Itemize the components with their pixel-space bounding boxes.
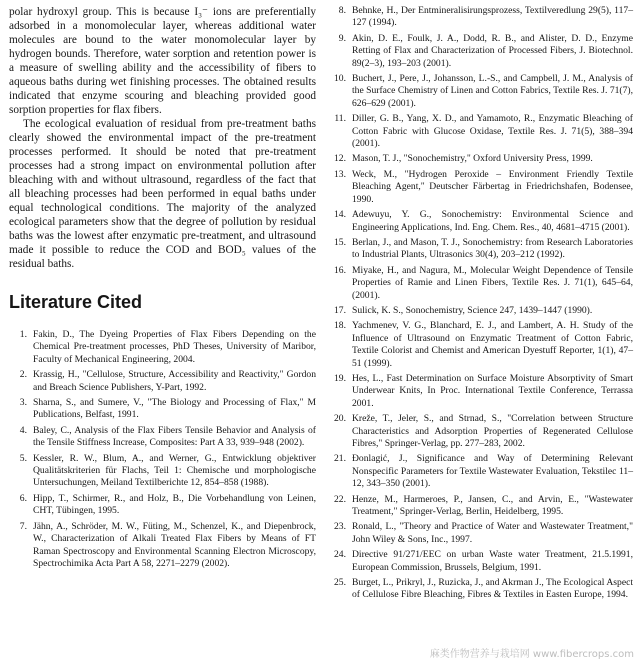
reference-number: 22. — [334, 493, 346, 505]
reference-number: 20. — [334, 413, 346, 425]
reference-item — [9, 521, 316, 571]
reference-number: 8. — [338, 5, 346, 16]
reference-text: Miyake, H., and Nagura, M., Molecular Weight Dependence of Tensile Properties of Ramie and Linen Fibers, Textile Res. J. 71(1), 645–64, (2001). — [352, 264, 633, 301]
reference-text: Burget, L., Prikryl, J., Ruzicka, J., and Akrman J., The Ecological Aspect of Cellulose Fibre Bleaching, Fibres & Textiles in Easten Europe, 1994. — [352, 577, 633, 601]
reference-text: Mason, T. J., "Sonochemistry," Oxford University Press, 1999. — [352, 153, 593, 165]
reference-text: Đonlagić, J., Significance and Way of Determining Relevant Nonspecific Parameters for Textile Wastewater Evaluation, Tekstilec 11–12, 343–350 (2001). — [352, 453, 633, 490]
reference-item — [330, 73, 633, 110]
reference-number: 24. — [334, 549, 346, 561]
reference-number: 12. — [334, 153, 346, 165]
reference-text: Krassig, H., "Cellulose, Structure, Accessibility and Reactivity," Gordon and Breach Science Publishers, Y-Part, 1992. — [33, 369, 316, 393]
reference-text: Jähn, A., Schröder, M. W., Füting, M., Schenzel, K., and Diepenbrock, W., Characterization of Alkali Treated Flax Fibers by Means of FT Raman Spectroscopy and Environmental Scanning Electron Microscopy, Spectrochimika Acta Part A 58, 2271–2279 (2002). — [33, 520, 316, 569]
reference-text: Fakin, D., The Dyeing Properties of Flax Fibers Depending on the Chemical Pre-treatment processes, PhD Theses, University of Maribor, Faculty of Mechanical Engineering, 2004. — [33, 329, 316, 365]
reference-text: Berlan, J., and Mason, T. J., Sonochemistry: from Research Laboratories to Industrial Plants, Ultrasonics 30(4), 203–212 (1992). — [352, 236, 633, 261]
reference-item — [330, 153, 633, 165]
reference-number: 19. — [334, 372, 346, 384]
reference-number: 17. — [334, 304, 346, 316]
reference-item — [330, 549, 633, 574]
body-paragraph-2: The ecological evaluation of residual from pre-treatment baths clearly showed the environmental impact of the pre-treatment processes performed. It should be noted that pre-treatment processes had a strong impact on environmental pollution after bleaching with and without ultrasound, regardless of the fact that all bleaching processes had been performed in equal baths under equal technological conditions. The majority of the analyzed ecological parameters show that the degree of pollution by residual baths was the lowest after enzymatic pre-treatment, and ultrasound made it possible to reduce the COD and BOD₅ values of the residual baths. — [9, 118, 316, 270]
reference-text: Behnke, H., Der Entmineralisirungsprozess, Textilveredlung 29(5), 117–127 (1994). — [352, 5, 633, 29]
reference-number: 21. — [334, 453, 346, 465]
reference-item — [330, 265, 633, 302]
reference-text: Kessler, R. W., Blum, A., and Werner, G., Entwicklung objektiver Qualitätskriterien für Flachs, Teil 1: Chemische und morphologische Untersuchungen, Meiland Textilberichte 12, 854–858 (1988). — [33, 452, 316, 489]
reference-text: Baley, C., Analysis of the Flax Fibers Tensile Behavior and Analysis of the Tensile Stiffness Increase, Composites: Part A 33, 939–948 (2002). — [33, 424, 316, 449]
reference-item — [330, 521, 633, 546]
reference-text: Hes, L., Fast Determination on Surface Moisture Absorptivity of Smart Underwear Knits, In Proc. International Textile Conference, Terrassa 2001. — [352, 372, 633, 409]
reference-number: 7. — [19, 520, 27, 532]
reference-text: Yachmenev, V. G., Blanchard, E. J., and Lambert, A. H. Study of the Influence of Ultrasound on Enzymatic Treatment of Cotton Fabric, Textile Colorist and Chemist and American Dyestuff Reporter, 1(1), 47–51 (1999). — [352, 320, 633, 369]
reference-number: 11. — [334, 113, 346, 125]
reference-item — [330, 209, 633, 234]
reference-item — [330, 305, 633, 317]
reference-number: 5. — [19, 452, 27, 464]
reference-item — [9, 453, 316, 490]
reference-item — [330, 33, 633, 70]
reference-text: Diller, G. B., Yang, X. D., and Yamamoto, R., Enzymatic Bleaching of Cotton Fabric with Glucose Oxidase, Textile Res. J. 71(5), 388–394 (2001). — [352, 113, 633, 150]
reference-number: 1. — [19, 329, 27, 340]
reference-number: 15. — [334, 236, 346, 248]
reference-text: Weck, M., "Hydrogen Peroxide – Environment Friendly Textile Bleaching Agent," Deutscher Färbertag in Friedrichshafen, Bodensee, 1990. — [352, 168, 633, 205]
reference-number: 14. — [334, 209, 346, 221]
reference-item — [330, 413, 633, 450]
reference-number: 2. — [19, 369, 27, 381]
reference-number: 18. — [334, 320, 346, 332]
body-paragraph-1: polar hydroxyl group. This is because I₃⁻ ions are preferentially adsorbed in a monomolecular layer, whereas additional water molecules are bound to the water monomolecular layer by hydrogen bounds. Therefore, water sorption and retention power is a measure of swelling ability and the accessibility of fibers to aqueous baths during wet finishing processes. The obtained results indicated that enzyme scouring and bleaching provided good sorption properties for flax fibers. — [9, 6, 316, 116]
reference-text: Ronald, L., "Theory and Practice of Water and Wastewater Treatment," John Wiley & Sons, Inc., 1997. — [352, 521, 633, 545]
reference-text: Akin, D. E., Foulk, J. A., Dodd, R. B., and Alister, D. D., Enzyme Retting of Flax and Characterization of Processed Fibers, J. Biotechnol. 89(2–3), 193–203 (2001). — [352, 32, 633, 69]
section-heading: Literature Cited — [9, 292, 143, 312]
reference-number: 25. — [334, 577, 346, 589]
reference-text: Buchert, J., Pere, J., Johansson, L.-S., and Campbell, J. M., Analysis of the Surface Chemistry of Linen and Cotton Fabrics, Textile Res. J. 71(7), 626–629 (2001). — [352, 73, 633, 109]
reference-number: 23. — [334, 521, 346, 533]
reference-item — [330, 237, 633, 262]
reference-item — [9, 329, 316, 366]
reference-item — [9, 397, 316, 422]
reference-number: 3. — [19, 397, 27, 409]
reference-item — [330, 453, 633, 490]
reference-text: Directive 91/271/EEC on urban Waste water Treatment, 21.5.1991, European Commission, Brussels, Belgium, 1991. — [352, 549, 633, 573]
reference-item — [330, 320, 633, 370]
reference-text: Henze, M., Harmeroes, P., Jansen, C., and Arvin, E., "Wastewater Treatment," Springer-Verlag, Berlin, Heidelberg, 1995. — [352, 493, 633, 518]
reference-list — [9, 329, 316, 570]
reference-number: 9. — [338, 32, 346, 44]
watermark-text: 麻类作物营养与栽培网 www.fibercrops.com — [429, 649, 634, 660]
reference-text: Kreže, T., Jeler, S., and Strnad, S., "Correlation between Structure Characteristics and Adsorption Properties of Regenerated Cellulose Fibres," Springer-Verlag, pp. 277–283, 2002. — [352, 413, 633, 449]
reference-item — [9, 369, 316, 394]
reference-text: Adewuyu, Y. G., Sonochemistry: Environmental Science and Engineering Applications, Ind. Eng. Chem. Res., 40, 4681–4715 (2001). — [352, 209, 633, 233]
reference-item — [330, 5, 633, 30]
reference-number: 13. — [334, 168, 346, 180]
reference-item — [9, 493, 316, 518]
reference-number: 6. — [19, 492, 27, 504]
reference-item — [330, 577, 633, 602]
reference-list-continued — [330, 5, 633, 602]
reference-item — [330, 113, 633, 150]
left-column — [9, 5, 316, 573]
reference-item — [9, 425, 316, 450]
reference-item — [330, 169, 633, 206]
reference-text: Sharna, S., and Sumere, V., "The Biology and Processing of Flax," M Publications, Belfast, 1991. — [33, 397, 316, 421]
reference-number: 4. — [19, 424, 27, 436]
reference-text: Sulick, K. S., Sonochemistry, Science 247, 1439–1447 (1990). — [352, 304, 593, 316]
reference-text: Hipp, T., Schirmer, R., and Holz, B., Die Vorbehandlung von Leinen, CHT, Tübingen, 1995. — [33, 492, 316, 517]
reference-item — [330, 373, 633, 410]
right-column — [330, 5, 633, 605]
reference-number: 16. — [334, 264, 346, 276]
reference-item — [330, 494, 633, 519]
reference-number: 10. — [334, 73, 346, 85]
